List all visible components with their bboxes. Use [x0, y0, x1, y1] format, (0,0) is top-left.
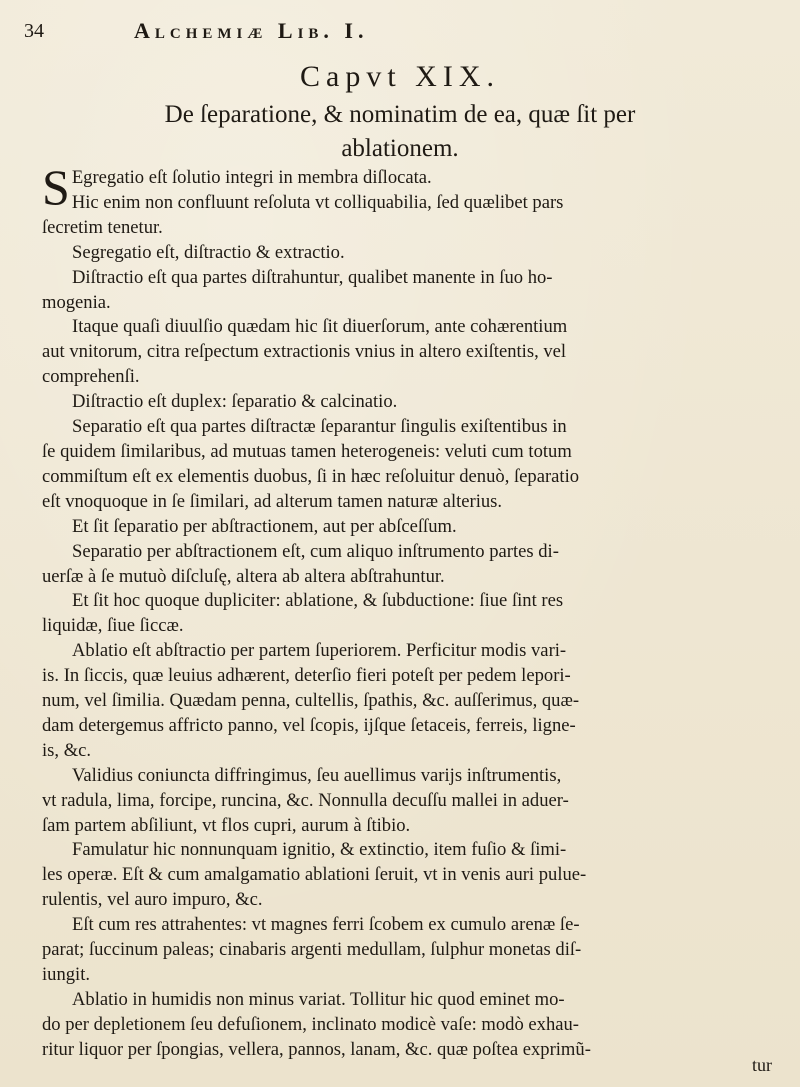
first-paragraph — [42, 159, 774, 216]
text-line: rulentis, vel auro impuro, &c. — [42, 889, 263, 911]
text-line: Separatio eſt qua partes diſtractæ ſeparantur ſingulis exiſtentibus in — [72, 416, 567, 438]
text-line: vt radula, lima, forcipe, runcina, &c. Nonnulla decuſſu mallei in aduer- — [42, 789, 569, 811]
text-line: ſecretim tenetur. — [42, 216, 163, 238]
text-line: Ablatio in humidis non minus variat. Tollitur hic quod eminet mo- — [72, 988, 565, 1010]
text-line: Hic enim non confluunt reſoluta vt colliquabilia, ſed quælibet pars — [71, 191, 564, 213]
text-line: dam detergemus affricto panno, vel ſcopis, ijſque ſetaceis, ferreis, ligne- — [42, 714, 576, 736]
text-line: Famulatur hic nonnunquam ignitio, & extinctio, item fuſio & ſimi- — [72, 839, 567, 861]
drop-cap: S — [42, 159, 70, 215]
text-line: Validius coniuncta diffringimus, ſeu auellimus varijs inſtrumentis, — [72, 764, 562, 786]
text-line: Et ſit hoc quoque dupliciter: ablatione, & ſubductione: ſiue ſint res — [72, 590, 564, 612]
text-line: uerſæ à ſe mutuò diſcluſę, altera ab altera abſtrahuntur. — [42, 565, 445, 587]
text-line: Et ſit ſeparatio per abſtractionem, aut per abſceſſum. — [72, 515, 457, 537]
text-line: parat; ſuccinum paleas; cinabaris argenti medullam, ſulphur monetas diſ- — [42, 939, 582, 961]
text-line: do per depletionem ſeu defuſionem, inclinato modicè vaſe: modò exhau- — [42, 1013, 579, 1035]
text-line: Itaque quaſi diuulſio quædam hic ſit diuerſorum, ante cohærentium — [72, 316, 568, 338]
text-line: Separatio per abſtractionem eſt, cum aliquo inſtrumento partes di- — [72, 540, 559, 562]
text-line: comprehenſi. — [42, 366, 140, 388]
running-head — [24, 12, 764, 52]
page-number: 34 — [24, 20, 44, 42]
text-line: Ablatio eſt abſtractio per partem ſuperiorem. Perficitur modis vari- — [72, 640, 567, 662]
text-line: Diſtractio eſt duplex: ſeparatio & calcinatio. — [72, 391, 398, 413]
text-line: eſt vnoquoque in ſe ſimilari, ad alterum tamen naturæ alterius. — [42, 490, 503, 512]
text-line: liquidæ, ſiue ſiccæ. — [42, 615, 184, 637]
text-line: mogenia. — [42, 291, 111, 313]
text-line: ritur liquor per ſpongias, vellera, pannos, lanam, &c. quæ poſtea exprimũ- — [42, 1038, 591, 1060]
text-line: Egregatio eſt ſolutio integri in membra diſlocata. — [71, 167, 432, 188]
chapter-title: Capvt XIX. — [300, 60, 500, 93]
text-line: is. In ſiccis, quæ leuius adhærent, deterſio fieri poteſt per pedem lepori- — [42, 665, 571, 687]
text-line: aut vnitorum, citra reſpectum extractionis vnius in altero exiſtentis, vel — [42, 341, 567, 363]
text-line: Segregatio eſt, diſtractio & extractio. — [72, 241, 345, 263]
catchword: tur — [752, 1055, 772, 1075]
body-text — [42, 159, 774, 1063]
subtitle-line: ablationem. — [341, 135, 459, 162]
text-line: ſam partem abſiliunt, vt flos cupri, aurum à ſtibio. — [42, 814, 411, 836]
text-line: num, vel ſimilia. Quædam penna, cultellis, ſpathis, &c. auſſerimus, quæ- — [42, 690, 580, 712]
text-line: is, &c. — [42, 739, 92, 761]
text-line: ſe quidem ſimilaribus, ad mutuas tamen heterogeneis: veluti cum totum — [42, 440, 572, 462]
running-title: Alchemiæ Lib. I. — [134, 18, 369, 43]
text-line: Diſtractio eſt qua partes diſtrahuntur, qualibet manente in ſuo ho- — [72, 266, 553, 288]
text-line: Eſt cum res attrahentes: vt magnes ferri ſcobem ex cumulo arenæ ſe- — [72, 914, 580, 936]
chapter-subtitle — [80, 98, 720, 166]
text-line: les operæ. Eſt & cum amalgamatio ablationi ſeruit, vt in venis auri pulue- — [42, 864, 587, 886]
text-line: commiſtum eſt ex elementis duobus, ſi in hæc reſoluitur denuò, ſeparatio — [42, 465, 580, 487]
text-line: iungit. — [42, 964, 91, 985]
subtitle-line: De ſeparatione, & nominatim de ea, quæ ſit per — [164, 101, 636, 128]
